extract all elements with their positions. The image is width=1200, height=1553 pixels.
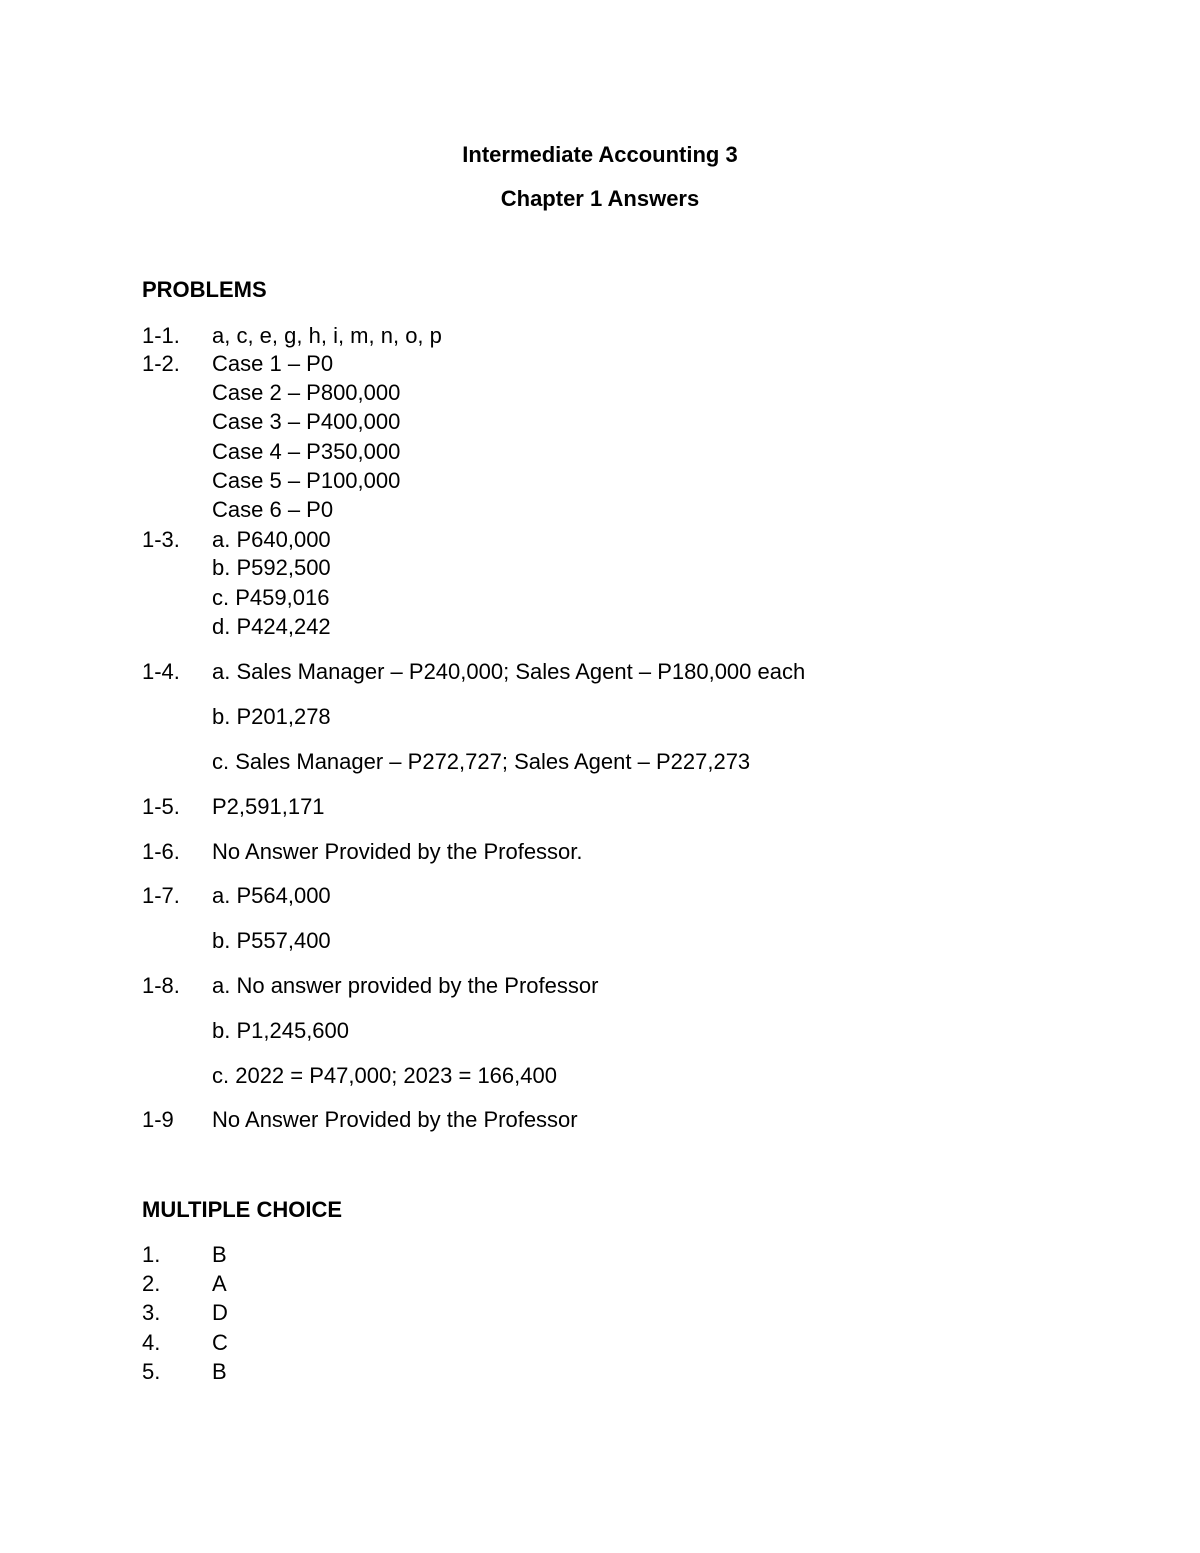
problem-number: 1-1. [142, 323, 180, 348]
problem-answer: a. P564,000 [212, 883, 331, 908]
problem-number: 1-3. [142, 527, 180, 552]
problem-answer: Case 1 – P0 [212, 351, 334, 376]
mc-number: 3. [142, 1300, 161, 1325]
mc-answer: C [212, 1330, 228, 1355]
problem-answer: a, c, e, g, h, i, m, n, o, p [212, 323, 442, 348]
problem-answer: Case 4 – P350,000 [212, 439, 401, 464]
multiple-choice-heading: MULTIPLE CHOICE [142, 1197, 343, 1222]
mc-answer: B [212, 1359, 227, 1384]
mc-number: 2. [142, 1271, 161, 1296]
problem-answer: c. P459,016 [212, 585, 330, 610]
mc-answer: B [212, 1242, 227, 1267]
problem-number: 1-9 [142, 1107, 174, 1132]
document-title: Intermediate Accounting 3 [462, 142, 738, 167]
problem-answer: c. 2022 = P47,000; 2023 = 166,400 [212, 1063, 557, 1088]
problem-answer: No Answer Provided by the Professor. [212, 839, 583, 864]
problem-number: 1-5. [142, 794, 180, 819]
mc-number: 1. [142, 1242, 161, 1267]
problem-answer: d. P424,242 [212, 614, 331, 639]
mc-number: 4. [142, 1330, 161, 1355]
problem-answer: b. P1,245,600 [212, 1018, 350, 1043]
problem-answer: Case 5 – P100,000 [212, 468, 401, 493]
problem-answer: Case 6 – P0 [212, 497, 334, 522]
problems-heading: PROBLEMS [142, 277, 267, 302]
problem-answer: Case 3 – P400,000 [212, 409, 401, 434]
problem-answer: b. P201,278 [212, 704, 331, 729]
problem-number: 1-8. [142, 973, 180, 998]
document-subtitle: Chapter 1 Answers [500, 186, 700, 211]
problem-answer: b. P557,400 [212, 928, 331, 953]
mc-answer: D [212, 1300, 228, 1325]
problem-number: 1-6. [142, 839, 180, 864]
problem-answer: b. P592,500 [212, 555, 331, 580]
problem-number: 1-7. [142, 883, 180, 908]
problem-answer: Case 2 – P800,000 [212, 380, 401, 405]
problem-answer: a. P640,000 [212, 527, 331, 552]
problem-number: 1-2. [142, 351, 180, 376]
problem-answer: a. No answer provided by the Professor [212, 973, 599, 998]
problem-number: 1-4. [142, 659, 180, 684]
problem-answer: c. Sales Manager – P272,727; Sales Agent – P227,273 [212, 749, 751, 774]
mc-number: 5. [142, 1359, 161, 1384]
problem-answer: P2,591,171 [212, 794, 325, 819]
problem-answer: a. Sales Manager – P240,000; Sales Agent – P180,000 each [212, 659, 806, 684]
mc-answer: A [212, 1271, 227, 1296]
problem-answer: No Answer Provided by the Professor [212, 1107, 578, 1132]
